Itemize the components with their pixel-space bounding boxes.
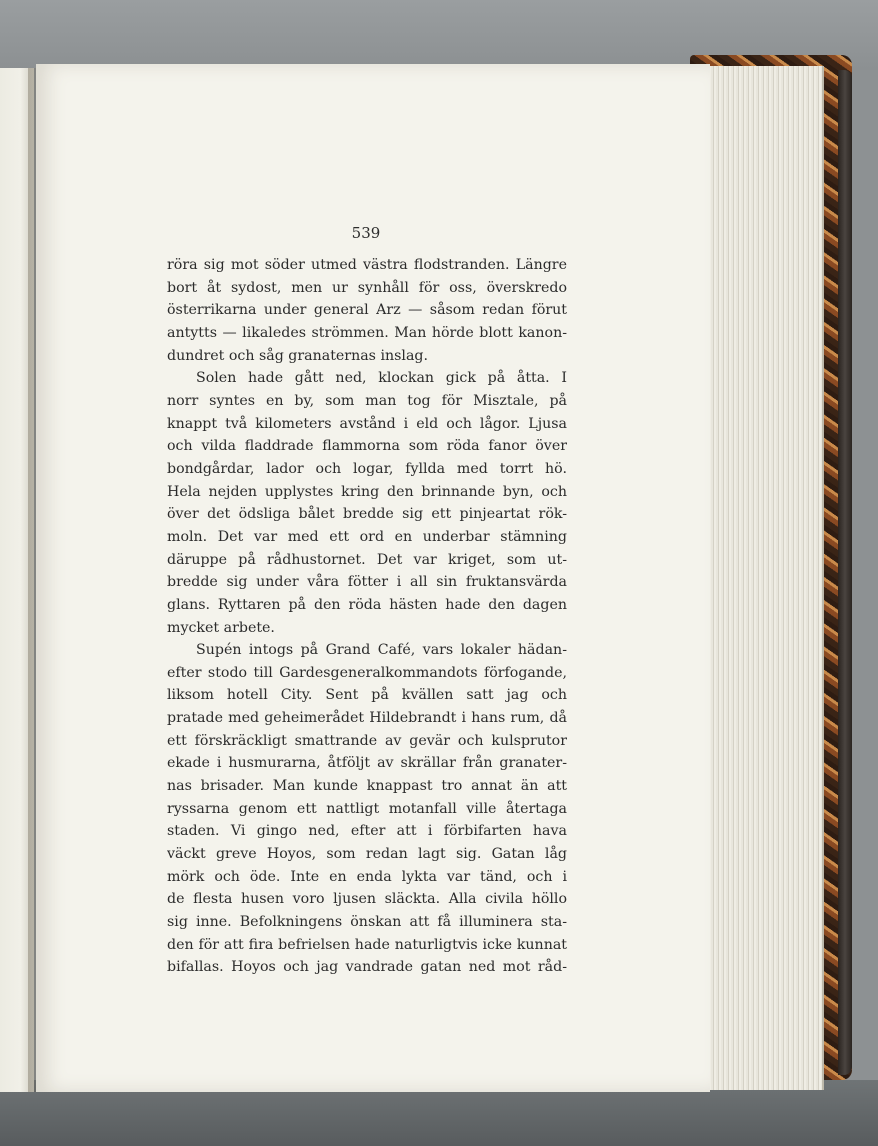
text-line: väckt greve Hoyos, som redan lagt sig. Gatan låg [167, 846, 567, 863]
text-line: nas brisader. Man kunde knappast tro annat än att [167, 778, 567, 795]
text-line: liksom hotell City. Sent på kvällen satt jag och [167, 687, 567, 704]
text-line: staden. Vi gingo ned, efter att i förbifarten hava [167, 823, 567, 840]
text-line: och vilda fladdrade flammorna som röda fanor över [167, 438, 567, 455]
text-line: österrikarna under general Arz — såsom redan förut [167, 302, 567, 319]
text-line: röra sig mot söder utmed västra flodstranden. Längre [167, 257, 567, 273]
page-text [167, 254, 567, 979]
text-line: bifallas. Hoyos och jag vandrade gatan ned mot råd- [167, 959, 567, 976]
text-line: den för att fira befrielsen hade naturligtvis icke kunnat [167, 936, 567, 953]
page-number: 539 [351, 224, 381, 242]
text-line: ett förskräckligt smattrande av gevär och kulsprutor [167, 732, 567, 749]
text-line: bredde sig under våra fötter i all sin fruktansvärda [167, 574, 567, 591]
book-page [36, 64, 710, 1092]
text-line: knappt två kilometers avstånd i eld och lågor. Ljusa [167, 415, 567, 432]
text-line: pratade med geheimerådet Hildebrandt i hans rum, då [167, 710, 567, 727]
text-line: ekade i husmurarna, åtföljt av skrällar från granater- [167, 755, 567, 772]
text-line: Hela nejden upplystes kring den brinnande byn, och [167, 483, 567, 500]
text-line: bondgårdar, lador och logar, fyllda med torrt hö. [167, 460, 567, 477]
book-cover-edge [838, 70, 852, 1075]
text-line: norr syntes en by, som man tog för Misztale, på [167, 392, 567, 409]
text-line: antytts — likaledes strömmen. Man hörde blott kanon- [167, 324, 567, 341]
page-stack-edges [706, 66, 824, 1090]
text-line: ryssarna genom ett nattligt motanfall ville återtaga [167, 800, 567, 817]
text-line: bort åt sydost, men ur synhåll för oss, överskredo [167, 279, 567, 296]
text-line: Solen hade gått ned, klockan gick på åtta. I [196, 370, 567, 387]
text-line: glans. Ryttaren på den röda hästen hade den dagen [167, 596, 567, 613]
text-line: moln. Det var med ett ord en underbar stämning [167, 528, 567, 545]
text-line: mycket arbete. [167, 619, 275, 636]
text-line: dundret och såg granaternas inslag. [167, 347, 429, 364]
text-line: sig inne. Befolkningens önskan att få illuminera sta- [167, 914, 567, 931]
text-line: över det ödsliga bålet bredde sig ett pinjeartat rök- [167, 506, 567, 523]
text-line: däruppe på rådhustornet. Det var kriget, som ut- [167, 551, 567, 568]
text-line: de flesta husen voro ljusen släckta. Alla civila höllo [167, 891, 567, 908]
text-line: mörk och öde. Inte en enda lykta var tänd, och i [167, 868, 567, 885]
text-line: efter stodo till Gardesgeneralkommandots förfogande, [167, 664, 567, 681]
text-line: Supén intogs på Grand Café, vars lokaler hädan- [196, 642, 567, 659]
